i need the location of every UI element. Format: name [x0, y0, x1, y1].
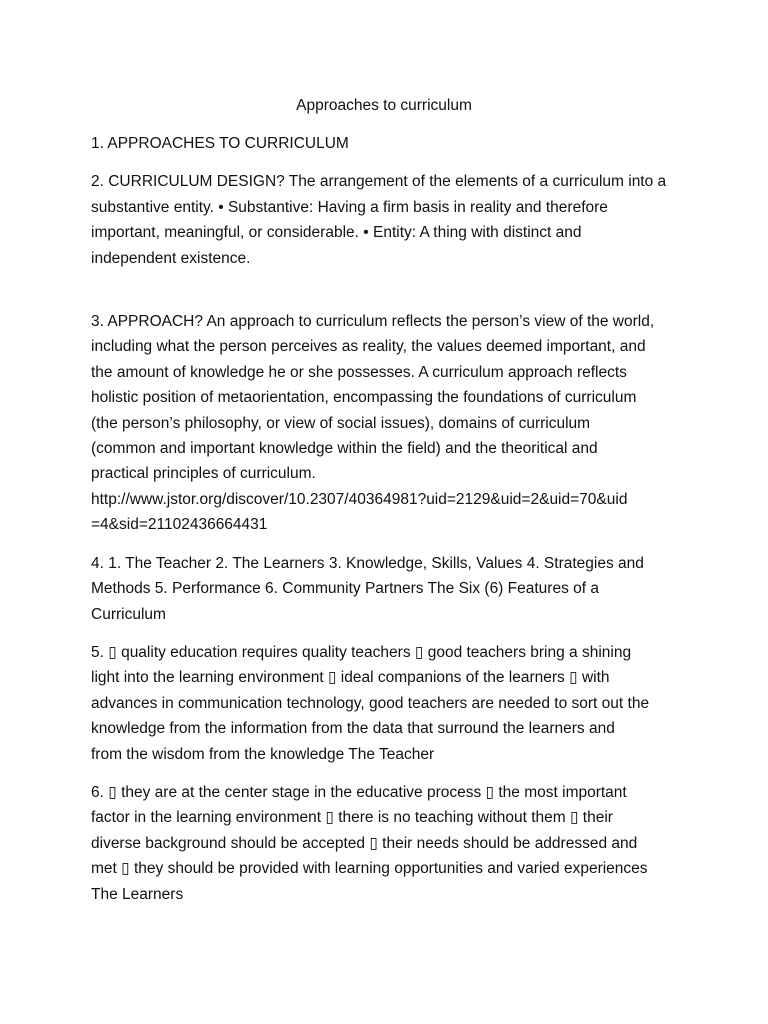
paragraph-line: 4. 1. The Teacher 2. The Learners 3. Knowledge, Skills, Values 4. Strategies and: [91, 554, 644, 572]
paragraph-url-line: http://www.jstor.org/discover/10.2307/40364981?uid=2129&uid=2&uid=70&uid: [91, 490, 628, 508]
paragraph-4: [91, 551, 691, 627]
paragraph-line: The Learners: [91, 885, 184, 903]
paragraph-line: 6. ▯ they are at the center stage in the educative process ▯ the most important: [91, 783, 627, 801]
paragraph-line: practical principles of curriculum.: [91, 465, 316, 483]
document-title: Approaches to curriculum: [296, 97, 472, 114]
paragraph-line: factor in the learning environment ▯ there is no teaching without them ▯ their: [91, 809, 613, 827]
paragraph-2: [91, 169, 691, 271]
paragraph-line: advances in communication technology, good teachers are needed to sort out the: [91, 694, 650, 712]
paragraph-line: Methods 5. Performance 6. Community Partners The Six (6) Features of a: [91, 580, 599, 598]
document-body: [91, 131, 691, 920]
paragraph-url-line: =4&sid=21102436664431: [91, 516, 268, 534]
paragraph-line: substantive entity. • Substantive: Having a firm basis in reality and therefore: [91, 198, 608, 216]
paragraph-line: (common and important knowledge within the field) and the theoritical and: [91, 440, 598, 458]
paragraph-line: important, meaningful, or considerable. • Entity: A thing with distinct and: [91, 224, 582, 242]
paragraph-line: including what the person perceives as reality, the values deemed important, and: [91, 338, 646, 356]
paragraph-line: 2. CURRICULUM DESIGN? The arrangement of the elements of a curriculum into a: [91, 173, 667, 191]
paragraph-1: [91, 131, 691, 156]
paragraph-line: 1. APPROACHES TO CURRICULUM: [91, 135, 349, 152]
paragraph-line: diverse background should be accepted ▯ their needs should be addressed and: [91, 834, 638, 852]
paragraph-line: light into the learning environment ▯ ideal companions of the learners ▯ with: [91, 669, 610, 687]
paragraph-3: [91, 309, 691, 538]
paragraph-line: holistic position of metaorientation, encompassing the foundations of curriculum: [91, 389, 637, 407]
paragraph-line: the amount of knowledge he or she possesses. A curriculum approach reflects: [91, 363, 627, 381]
paragraph-line: Curriculum: [91, 605, 166, 623]
paragraph-line: (the person’s philosophy, or view of social issues), domains of curriculum: [91, 414, 591, 432]
paragraph-line: met ▯ they should be provided with learning opportunities and varied experiences: [91, 860, 648, 878]
paragraph-6: [91, 780, 691, 907]
paragraph-5: [91, 640, 691, 767]
paragraph-line: independent existence.: [91, 249, 251, 267]
paragraph-line: knowledge from the information from the data that surround the learners and: [91, 720, 615, 738]
paragraph-line: 3. APPROACH? An approach to curriculum reflects the person’s view of the world,: [91, 313, 655, 331]
paragraph-line: 5. ▯ quality education requires quality teachers ▯ good teachers bring a shining: [91, 643, 632, 661]
paragraph-line: from the wisdom from the knowledge The Teacher: [91, 745, 435, 763]
